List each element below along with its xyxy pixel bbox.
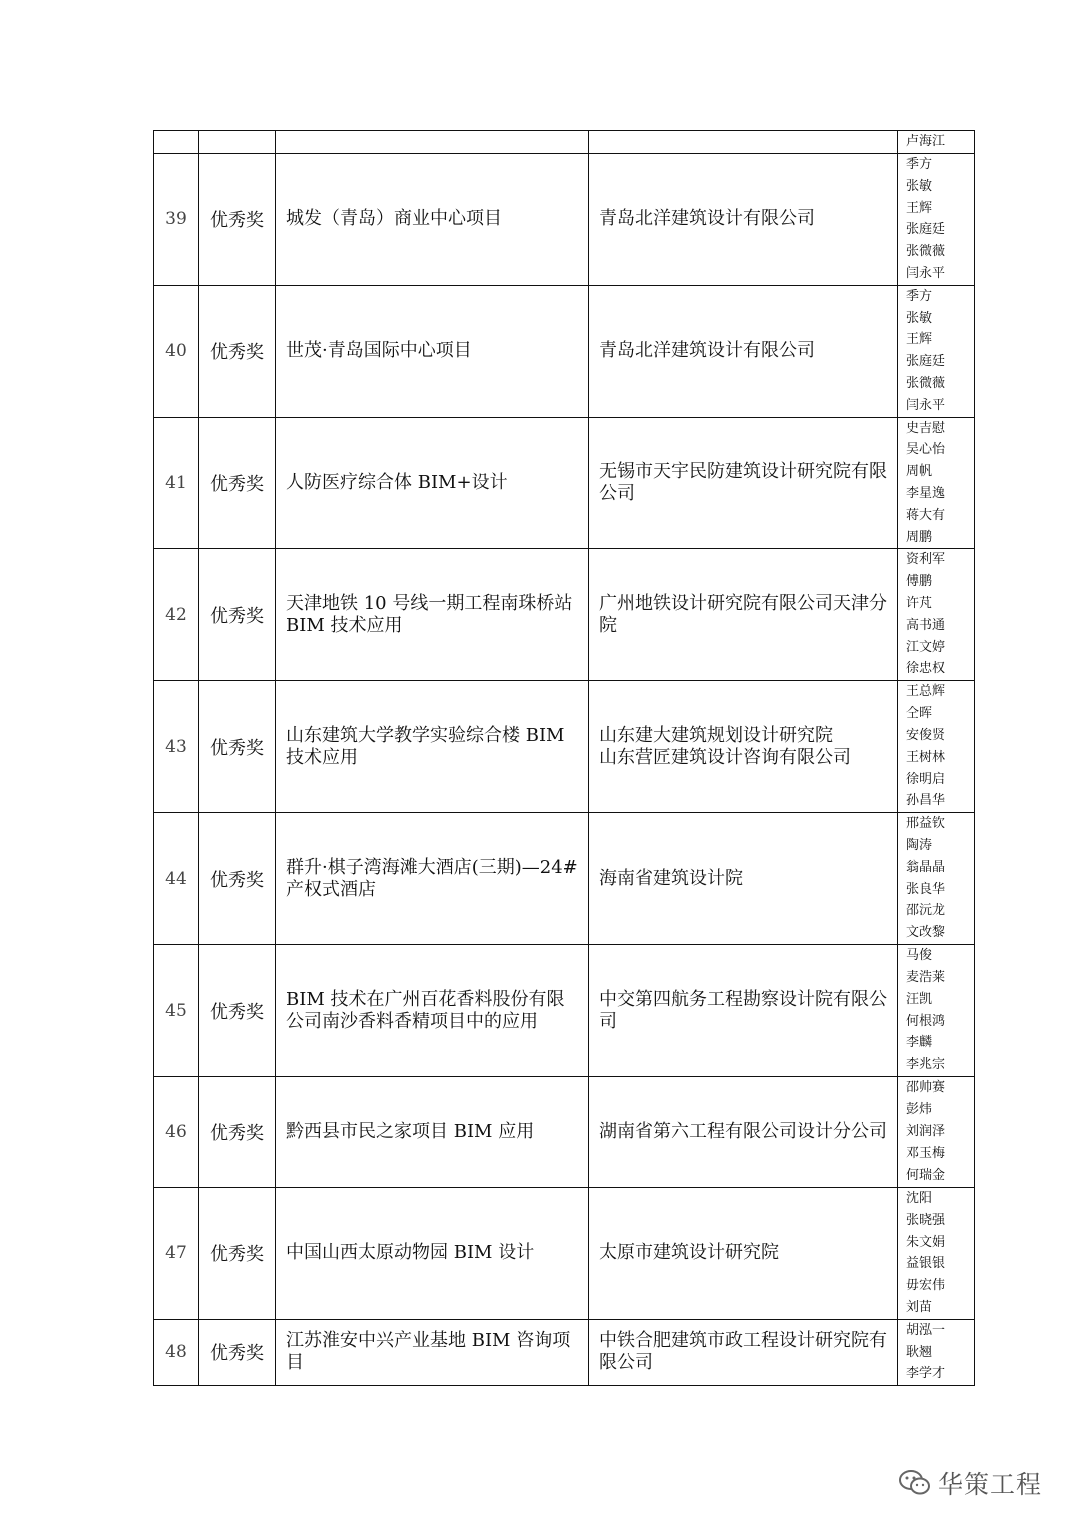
team-member: 李麟 <box>906 1035 933 1051</box>
award-cell <box>199 131 276 154</box>
row-number: 45 <box>154 945 199 1077</box>
organization-cell: 中交第四航务工程勘察设计院有限公司 <box>589 945 898 1077</box>
team-member: 陶涛 <box>906 838 933 854</box>
team-member: 刘苗 <box>906 1299 933 1315</box>
awards-table-body <box>154 131 975 1386</box>
table-row <box>154 153 975 285</box>
project-cell: 人防医疗综合体 BIM+设计 <box>276 417 589 549</box>
team-member: 益银银 <box>906 1256 946 1272</box>
team-member: 蒋大有 <box>906 507 946 523</box>
table-row <box>154 285 975 417</box>
team-member: 刘润泽 <box>906 1124 946 1140</box>
team-member: 邵帅赛 <box>906 1080 946 1096</box>
project-cell: 群升·棋子湾海滩大酒店(三期)—24#产权式酒店 <box>276 813 589 945</box>
row-number: 46 <box>154 1076 199 1187</box>
team-member: 季方 <box>906 288 933 304</box>
team-member: 汪凯 <box>906 991 933 1007</box>
table-row <box>154 813 975 945</box>
award-cell: 优秀奖 <box>199 813 276 945</box>
team-member: 沈阳 <box>906 1190 933 1206</box>
table-row <box>154 1076 975 1187</box>
organization-cell: 太原市建筑设计研究院 <box>589 1187 898 1319</box>
row-number: 44 <box>154 813 199 945</box>
organization-cell: 青岛北洋建筑设计有限公司 <box>589 285 898 417</box>
team-member: 王辉 <box>906 332 933 348</box>
team-member: 闫永平 <box>906 265 946 281</box>
team-member: 吴心怡 <box>906 442 946 458</box>
team-member: 李学才 <box>906 1366 946 1382</box>
table-row <box>154 1187 975 1319</box>
team-member: 马俊 <box>906 948 933 964</box>
team-member: 张庭廷 <box>906 222 946 238</box>
table-row <box>154 549 975 681</box>
award-cell: 优秀奖 <box>199 549 276 681</box>
team-members-cell <box>898 1187 975 1319</box>
organization-cell: 海南省建筑设计院 <box>589 813 898 945</box>
row-number: 48 <box>154 1319 199 1385</box>
row-number: 42 <box>154 549 199 681</box>
team-member: 张良华 <box>906 881 946 897</box>
team-members-cell <box>898 813 975 945</box>
team-member: 王树林 <box>906 749 946 765</box>
team-member: 李星逸 <box>906 485 946 501</box>
team-member: 季方 <box>906 156 933 172</box>
team-member: 周帆 <box>906 464 933 480</box>
team-member: 孙昌华 <box>906 793 946 809</box>
team-member: 王辉 <box>906 200 933 216</box>
row-number: 43 <box>154 681 199 813</box>
award-cell: 优秀奖 <box>199 1319 276 1385</box>
team-member: 毋宏伟 <box>906 1278 946 1294</box>
award-cell: 优秀奖 <box>199 153 276 285</box>
team-member: 许芃 <box>906 596 933 612</box>
team-member: 胡泓一 <box>906 1322 946 1338</box>
table-row <box>154 681 975 813</box>
wechat-icon <box>898 1469 932 1497</box>
team-member: 张晓强 <box>906 1212 946 1228</box>
award-cell: 优秀奖 <box>199 417 276 549</box>
team-members-cell <box>898 131 975 154</box>
team-member: 何根鸿 <box>906 1013 946 1029</box>
row-number <box>154 131 199 154</box>
team-member: 高书通 <box>906 617 946 633</box>
team-member: 耿翘 <box>906 1344 933 1360</box>
team-member: 邢益钦 <box>906 816 946 832</box>
team-member: 仝晖 <box>906 706 933 722</box>
table-row <box>154 417 975 549</box>
project-cell: 中国山西太原动物园 BIM 设计 <box>276 1187 589 1319</box>
award-cell: 优秀奖 <box>199 1076 276 1187</box>
project-cell: 城发（青岛）商业中心项目 <box>276 153 589 285</box>
project-cell: 黔西县市民之家项目 BIM 应用 <box>276 1076 589 1187</box>
project-cell: 江苏淮安中兴产业基地 BIM 咨询项目 <box>276 1319 589 1385</box>
team-member: 张微薇 <box>906 244 946 260</box>
team-member: 资利军 <box>906 552 946 568</box>
team-members-cell <box>898 285 975 417</box>
award-cell: 优秀奖 <box>199 285 276 417</box>
team-member: 何瑞金 <box>906 1167 946 1183</box>
team-member: 傅鹏 <box>906 574 933 590</box>
project-cell: 世茂·青岛国际中心项目 <box>276 285 589 417</box>
team-members-cell <box>898 549 975 681</box>
team-member: 卢海江 <box>906 134 946 149</box>
project-cell: 天津地铁 10 号线一期工程南珠桥站 BIM 技术应用 <box>276 549 589 681</box>
team-member: 闫永平 <box>906 397 946 413</box>
organization-cell: 山东建大建筑规划设计研究院 山东营匠建筑设计咨询有限公司 <box>589 681 898 813</box>
award-cell: 优秀奖 <box>199 945 276 1077</box>
team-member: 张敏 <box>906 178 933 194</box>
team-member: 张敏 <box>906 310 933 326</box>
row-number: 39 <box>154 153 199 285</box>
table-row <box>154 945 975 1077</box>
team-member: 翁晶晶 <box>906 859 946 875</box>
award-cell: 优秀奖 <box>199 681 276 813</box>
team-members-cell <box>898 1319 975 1385</box>
organization-cell: 无锡市天宇民防建筑设计研究院有限公司 <box>589 417 898 549</box>
team-members-cell <box>898 153 975 285</box>
team-members-cell <box>898 681 975 813</box>
row-number: 47 <box>154 1187 199 1319</box>
project-cell <box>276 131 589 154</box>
team-members-cell <box>898 417 975 549</box>
project-cell: 山东建筑大学教学实验综合楼 BIM 技术应用 <box>276 681 589 813</box>
organization-cell: 中铁合肥建筑市政工程设计研究院有限公司 <box>589 1319 898 1385</box>
team-members-cell <box>898 1076 975 1187</box>
organization-cell: 湖南省第六工程有限公司设计分公司 <box>589 1076 898 1187</box>
team-member: 徐明启 <box>906 771 946 787</box>
team-member: 周鹏 <box>906 529 933 545</box>
team-member: 徐忠权 <box>906 661 946 677</box>
watermark <box>898 1463 1058 1503</box>
watermark-text: 华策工程 <box>938 1470 1043 1499</box>
organization-cell <box>589 131 898 154</box>
team-member: 王总辉 <box>906 684 946 700</box>
row-number: 41 <box>154 417 199 549</box>
team-members-cell <box>898 945 975 1077</box>
row-number: 40 <box>154 285 199 417</box>
team-member: 江文婷 <box>906 639 946 655</box>
team-member: 朱文娟 <box>906 1234 946 1250</box>
awards-table <box>153 130 975 1386</box>
team-member: 麦浩莱 <box>906 969 946 985</box>
team-member: 史吉慰 <box>906 420 946 436</box>
team-member: 张庭廷 <box>906 354 946 370</box>
table-row <box>154 131 975 154</box>
team-member: 文改黎 <box>906 925 946 941</box>
team-member: 张微薇 <box>906 375 946 391</box>
team-member: 安俊贤 <box>906 727 946 743</box>
team-member: 彭炜 <box>906 1102 933 1118</box>
project-cell: BIM 技术在广州百花香料股份有限公司南沙香料香精项目中的应用 <box>276 945 589 1077</box>
team-member: 邵沅龙 <box>906 903 946 919</box>
team-member: 李兆宗 <box>906 1057 946 1073</box>
table-row <box>154 1319 975 1385</box>
team-member: 邓玉梅 <box>906 1145 946 1161</box>
organization-cell: 青岛北洋建筑设计有限公司 <box>589 153 898 285</box>
organization-cell: 广州地铁设计研究院有限公司天津分院 <box>589 549 898 681</box>
award-cell: 优秀奖 <box>199 1187 276 1319</box>
